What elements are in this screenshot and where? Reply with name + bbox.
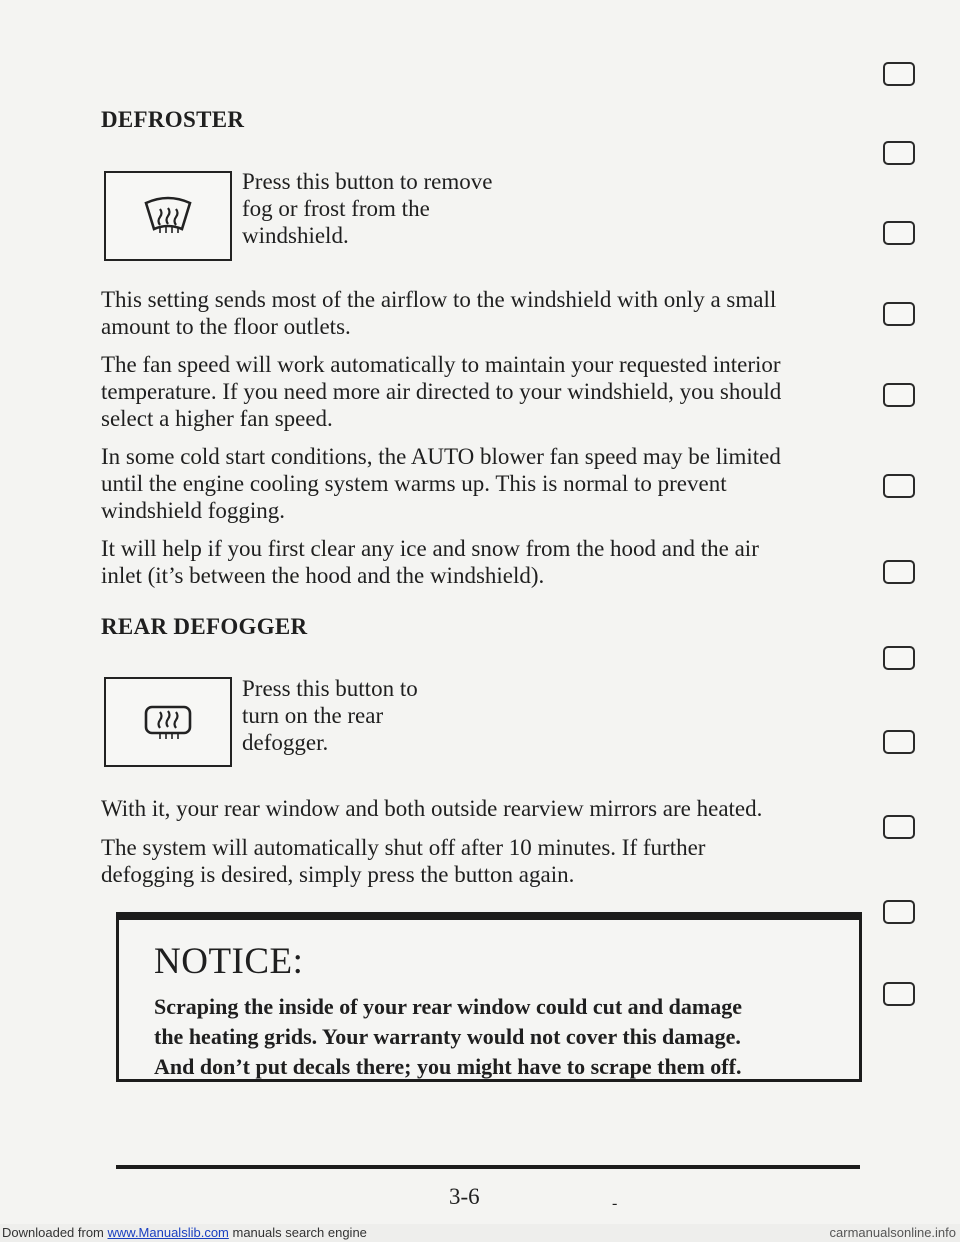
- text-line: In some cold start conditions, the AUTO blower fan speed may be limited: [101, 444, 781, 469]
- text-line: It will help if you first clear any ice and snow from the hood and the air: [101, 536, 759, 561]
- text-line: The fan speed will work automatically to maintain your requested interior: [101, 352, 781, 377]
- side-index-tab: [883, 730, 915, 754]
- banner-right-watermark: carmanualsonline.info: [829, 1225, 956, 1240]
- rear-defogger-paragraph-1: [101, 795, 871, 822]
- defroster-heading: DEFROSTER: [101, 107, 245, 132]
- rear-window-defog-icon: [142, 701, 194, 743]
- caption-line: turn on the rear: [242, 703, 384, 728]
- defroster-caption: [242, 168, 492, 249]
- side-index-tab: [883, 982, 915, 1006]
- caption-line: Press this button to remove: [242, 169, 493, 194]
- notice-line: the heating grids. Your warranty would not cover this damage.: [154, 1024, 741, 1049]
- defroster-button-illustration: [104, 171, 232, 261]
- manualslib-link[interactable]: www.Manualslib.com: [107, 1225, 229, 1240]
- defroster-paragraph-3: [101, 443, 871, 524]
- text-line: The system will automatically shut off after 10 minutes. If further: [101, 835, 706, 860]
- side-index-tab: [883, 815, 915, 839]
- defroster-paragraph-4: [101, 535, 871, 589]
- side-index-tab: [883, 383, 915, 407]
- text-line: until the engine cooling system warms up. This is normal to prevent: [101, 471, 727, 496]
- caption-line: windshield.: [242, 223, 349, 248]
- side-index-tab: [883, 221, 915, 245]
- side-index-tab: [883, 62, 915, 86]
- defroster-paragraph-2: [101, 351, 871, 432]
- rear-defogger-heading: REAR DEFOGGER: [101, 614, 308, 639]
- caption-line: defogger.: [242, 730, 329, 755]
- side-index-tab: [883, 900, 915, 924]
- text-line: select a higher fan speed.: [101, 406, 333, 431]
- notice-box: [116, 912, 862, 1082]
- side-index-tab: [883, 474, 915, 498]
- windshield-defrost-icon: [142, 195, 194, 237]
- notice-line: And don’t put decals there; you might have to scrape them off.: [154, 1054, 742, 1079]
- text-line: This setting sends most of the airflow to the windshield with only a small: [101, 287, 777, 312]
- defroster-paragraph-1: [101, 286, 871, 340]
- banner-prefix: Downloaded from: [2, 1225, 108, 1240]
- caption-line: fog or frost from the: [242, 196, 430, 221]
- side-index-tab: [883, 560, 915, 584]
- notice-title: NOTICE:: [154, 941, 304, 982]
- notice-line: Scraping the inside of your rear window could cut and damage: [154, 994, 742, 1019]
- rear-defogger-button-illustration: [104, 677, 232, 767]
- rear-defogger-caption: [242, 675, 418, 756]
- notice-top-rule: [119, 915, 859, 920]
- notice-text: [154, 992, 854, 1082]
- text-line: windshield fogging.: [101, 498, 285, 523]
- text-line: defogging is desired, simply press the button again.: [101, 862, 575, 887]
- banner-suffix: manuals search engine: [228, 1225, 367, 1240]
- page-number: 3-6: [449, 1184, 480, 1209]
- rear-defogger-paragraph-2: [101, 834, 871, 888]
- text-line: inlet (it’s between the hood and the windshield).: [101, 563, 545, 588]
- banner-left: [2, 1225, 367, 1240]
- footer-rule: [116, 1165, 860, 1169]
- side-index-tab: [883, 646, 915, 670]
- side-index-tab: [883, 302, 915, 326]
- text-line: temperature. If you need more air directed to your windshield, you should: [101, 379, 782, 404]
- text-line: amount to the floor outlets.: [101, 314, 351, 339]
- footer-mark: -: [612, 1195, 618, 1212]
- side-index-tab: [883, 141, 915, 165]
- caption-line: Press this button to: [242, 676, 418, 701]
- download-banner: [0, 1224, 960, 1242]
- text-line: With it, your rear window and both outside rearview mirrors are heated.: [101, 796, 763, 821]
